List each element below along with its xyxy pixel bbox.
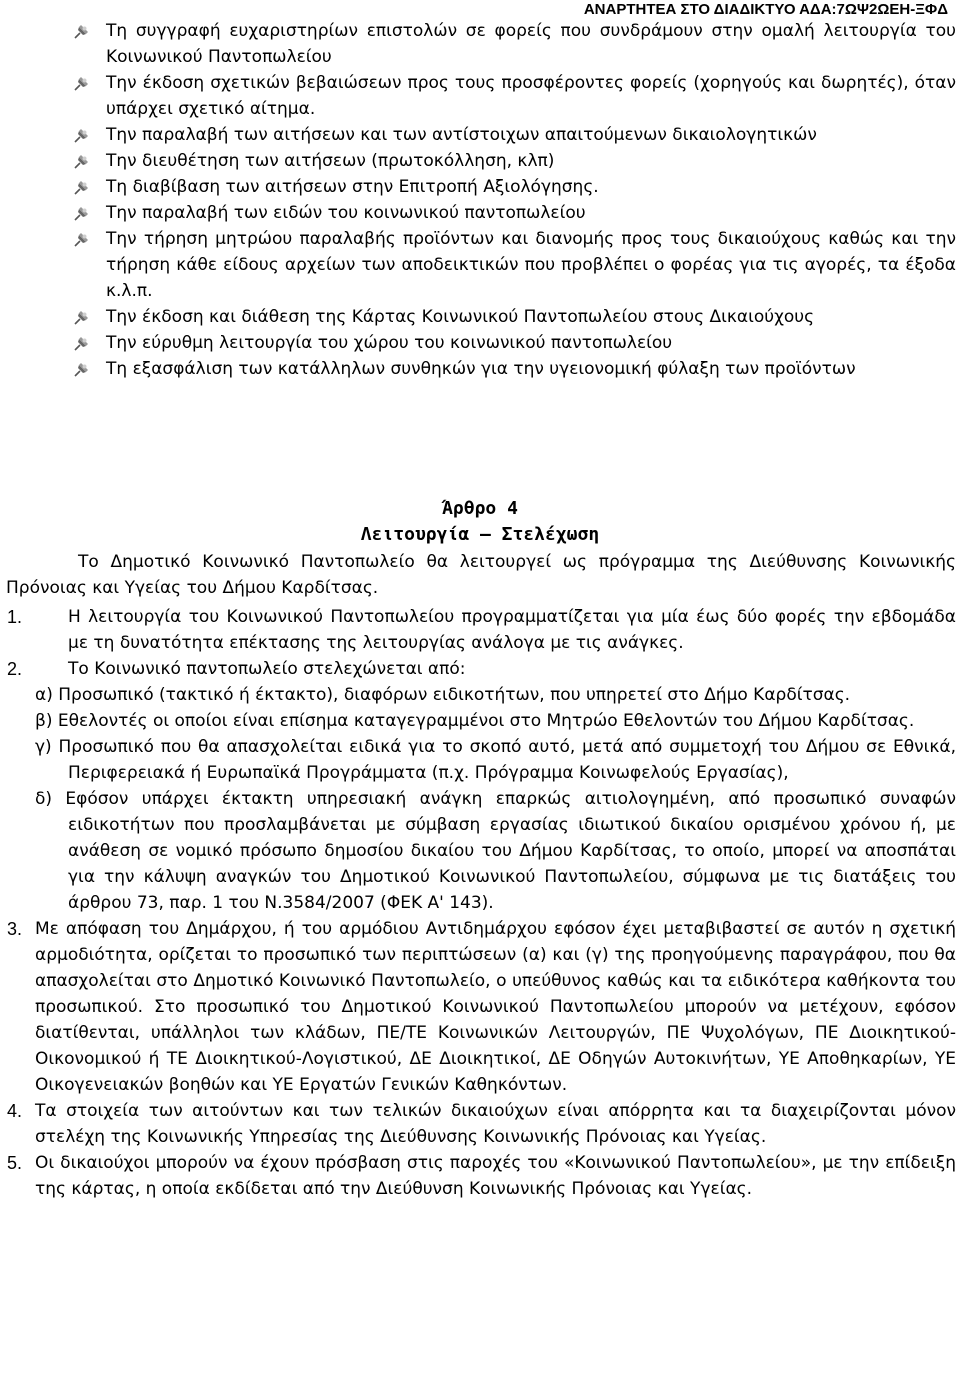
- list-item: Την έκδοση και διάθεση της Κάρτας Κοινωνικού Παντοπωλείου στους Δικαιούχους: [72, 304, 956, 330]
- item-number: 4.: [7, 1101, 23, 1121]
- sub-item-d: δ) Εφόσον υπάρχει έκτακτη υπηρεσιακή ανάγκη επαρκώς αιτιολογημένη, από προσωπικό συναφών ειδικοτήτων που προσλαμβάνεται με σύμβαση εργασίας ιδιωτικού δικαίου ορισμένου χρόνου ή, με ανάθεση σε νομικό πρόσωπο δημοσίου δικαίου του Δήμου Καρδίτσας, το οποίο, μπορεί να αποσπάται για την κάλυψη αναγκών του Δημοτικού Κοινωνικού Παντοπωλείου, σύμφωνα με τις διατάξεις του άρθρου 73, παρ. 1 του Ν.3584/2007 (ΦΕΚ Α' 143).: [35, 789, 956, 913]
- pushpin-bullet-icon: [72, 75, 90, 93]
- pushpin-bullet-icon: [72, 127, 90, 145]
- ada-header: ΑΝΑΡΤΗΤΕΑ ΣΤΟ ΔΙΑΔΙΚΤΥΟ ΑΔΑ:7ΩΨ2ΩΕΗ-ΞΦΔ: [583, 1, 948, 18]
- item-text: Με απόφαση του Δημάρχου, ή του αρμόδιου Αντιδημάρχου εφόσον έχει μεταβιβαστεί σε αυτόν η σχετική αρμοδιότητα, ορίζεται το προσωπικό των περιπτώσεων (α) και (γ) της προηγούμενης παραγράφου, που θα απασχολείται στο Δημοτικό Κοινωνικό Παντοπωλείο, ο υπεύθυνος καθώς και τα ειδικότερα καθήκοντα του προσωπικού. Στο προσωπικό του Δημοτικού Κοινωνικού Παντοπωλείου μπορούν να μετέχουν, εφόσον διατίθενται, υπάλληλοι των κλάδων, ΠΕ/ΤΕ Κοινωνικών Λειτουργών, ΠΕ Ψυχολόγων, ΠΕ Διοικητικού-Οικονομικού ή ΤΕ Διοικητικού-Λογιστικού, ΔΕ Διοικητικοί, ΔΕ Οδηγών Αυτοκινήτων, ΥΕ Αποθηκαρίων, ΥΕ Οικογενειακών βοηθών και ΥΕ Εργατών Γενικών Καθηκόντων.: [35, 919, 956, 1095]
- item-number: 1.: [7, 607, 23, 627]
- item-number: 2.: [7, 659, 23, 679]
- numbered-item-4: [0, 1098, 956, 1150]
- pushpin-bullet-icon: [72, 361, 90, 379]
- list-item: Τη συγγραφή ευχαριστηρίων επιστολών σε φορείς που συνδράμουν στην ομαλή λειτουργία του Κοινωνικού Παντοπωλείου: [72, 18, 956, 70]
- item-text: Η λειτουργία του Κοινωνικού Παντοπωλείου προγραμματίζεται για μία έως δύο φορές την εβδομάδα με τη δυνατότητα επέκτασης της λειτουργίας ανάλογα με τις ανάγκες.: [68, 607, 956, 653]
- pushpin-bullet-icon: [72, 153, 90, 171]
- list-item: Την παραλαβή των αιτήσεων και των αντίστοιχων απαιτούμενων δικαιολογητικών: [72, 122, 956, 148]
- list-item: Την έκδοση σχετικών βεβαιώσεων προς τους προσφέροντες φορείς (χορηγούς και δωρητές), όταν υπάρχει σχετικό αίτημα.: [72, 70, 956, 122]
- bullet-list: [72, 18, 956, 382]
- item-number: 5.: [7, 1153, 23, 1173]
- numbered-item-1: [0, 604, 956, 656]
- pushpin-bullet-icon: [72, 231, 90, 249]
- article-title: Άρθρο 4: [442, 498, 518, 519]
- sub-item-a: α) Προσωπικό (τακτικό ή έκτακτο), διαφόρων ειδικοτήτων, που υπηρετεί στο Δήμο Καρδίτσας.: [35, 685, 851, 705]
- pushpin-bullet-icon: [72, 23, 90, 41]
- list-item: Την παραλαβή των ειδών του κοινωνικού παντοπωλείου: [72, 200, 956, 226]
- item-text: Οι δικαιούχοι μπορούν να έχουν πρόσβαση στις παροχές του «Κοινωνικού Παντοπωλείου», με την επίδειξη της κάρτας, η οποία εκδίδεται από την Διεύθυνση Κοινωνικής Πρόνοιας και Υγείας.: [35, 1153, 956, 1199]
- item-number: 3.: [7, 919, 23, 939]
- numbered-item-5: [0, 1150, 956, 1202]
- numbered-list: [0, 604, 956, 1202]
- list-item: Την τήρηση μητρώου παραλαβής προϊόντων και διανομής προς τους δικαιούχους καθώς και την τήρηση κάθε είδους αρχείων των αποδεικτικών που προβλέπει ο φορέας για τις αγορές, τα έξοδα κ.λ.π.: [72, 226, 956, 304]
- numbered-item-3: [0, 916, 956, 1098]
- list-item: Τη εξασφάλιση των κατάλληλων συνθηκών για την υγειονομική φύλαξη των προϊόντων: [72, 356, 956, 382]
- pushpin-bullet-icon: [72, 205, 90, 223]
- list-item: Την διευθέτηση των αιτήσεων (πρωτοκόλληση, κλπ): [72, 148, 956, 174]
- article-subtitle: Λειτουργία – Στελέχωση: [360, 524, 600, 545]
- list-item: Τη διαβίβαση των αιτήσεων στην Επιτροπή Αξιολόγησης.: [72, 174, 956, 200]
- item-text: Τα στοιχεία των αιτούντων και των τελικών δικαιούχων είναι απόρρητα και τα διαχειρίζονται μόνον στελέχη της Κοινωνικής Υπηρεσίας της Διεύθυνσης Κοινωνικής Πρόνοιας και Υγείας.: [35, 1101, 956, 1147]
- pushpin-bullet-icon: [72, 335, 90, 353]
- list-item: Την εύρυθμη λειτουργία του χώρου του κοινωνικού παντοπωλείου: [72, 330, 956, 356]
- article-intro: Το Δημοτικό Κοινωνικό Παντοπωλείο θα λειτουργεί ως πρόγραμμα της Διεύθυνσης Κοινωνικής Πρόνοιας και Υγείας του Δήμου Καρδίτσας.: [6, 552, 956, 598]
- sub-item-b: β) Εθελοντές οι οποίοι είναι επίσημα καταγεγραμμένοι στο Μητρώο Εθελοντών του Δήμου Καρδίτσας.: [35, 711, 915, 731]
- sub-item-c: γ) Προσωπικό που θα απασχολείται ειδικά για το σκοπό αυτό, μετά από συμμετοχή του Δήμου σε Εθνικά, Περιφερειακά ή Ευρωπαϊκά Προγράμματα (π.χ. Πρόγραμμα Κοινωφελούς Εργασίας),: [35, 737, 956, 783]
- pushpin-bullet-icon: [72, 309, 90, 327]
- pushpin-bullet-icon: [72, 179, 90, 197]
- item-text: Το Κοινωνικό παντοπωλείο στελεχώνεται από:: [68, 659, 466, 679]
- numbered-item-2: [0, 656, 956, 916]
